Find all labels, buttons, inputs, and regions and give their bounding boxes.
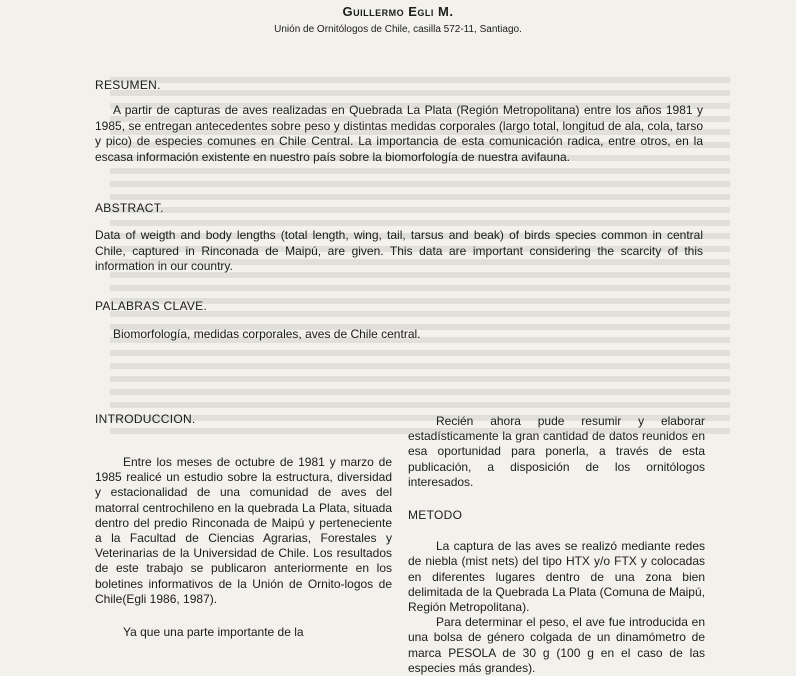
introduccion-heading: INTRODUCCION.: [95, 412, 196, 426]
right-paragraph-1: Recién ahora pude resumir y elaborar estadísticamente la gran cantidad de datos reunidos en esa oportunidad para ponerla, a través de esta publicación, a disposición de los ornitólogos interesados.: [408, 414, 705, 489]
abstract-heading: ABSTRACT.: [95, 201, 164, 215]
palabras-clave-heading: PALABRAS CLAVE.: [95, 299, 208, 313]
palabras-clave-text: Biomorfología, medidas corporales, aves de Chile central.: [113, 327, 421, 341]
right-column: [408, 414, 705, 676]
left-column: [95, 455, 392, 640]
intro-paragraph-1: Entre los meses de octubre de 1981 y marzo de 1985 realicé un estudio sobre la estructura, diversidad y estacionalidad de una comunidad de aves del matorral centrochileno en la quebrada La Plata, situada dentro del predio Rinconada de Maipú y perteneciente a la Facultad de Ciencias Agrarias, Forestales y Veterinarias de la Universidad de Chile. Los resultados de este trabajo se publicaron anteriormente en los boletines informativos de la Unión de Ornito-logos de Chile(Egli 1986, 1987).: [95, 455, 392, 606]
abstract-text: Data of weigth and body lengths (total length, wing, tail, tarsus and beak) of birds species common in central Chile, captured in Rinconada de Maipú, are given. This data are important considering the scarcity of this information in our country.: [95, 228, 703, 274]
metodo-paragraph-2: Para determinar el peso, el ave fue introducida en una bolsa de género colgada de un dinamómetro de marca PESOLA de 30 g (100 g en el caso de las especies más grandes).: [408, 615, 705, 675]
metodo-paragraph-1: La captura de las aves se realizó mediante redes de niebla (mist nets) del tipo HTX y/o FTX y colocadas en diferentes lugares dentro de una zona bien delimitada de la Quebrada La Plata (Comuna de Maipú, Región Metropolitana).: [408, 539, 705, 615]
intro-paragraph-2: Ya que una parte importante de la: [123, 625, 304, 640]
resumen-heading: RESUMEN.: [95, 78, 161, 92]
resumen-text: A partir de capturas de aves realizadas en Quebrada La Plata (Región Metropolitana) entre los años 1981 y 1985, se entregan antecedentes sobre peso y distintas medidas corporales (largo total, longitud de ala, cola, tarso y pico) de especies comunes en Chile Central. La importancia de esta comunicación radica, entre otros, en la escasa información existente en nuestro país sobre la biomorfología de nuestra avifauna.: [95, 103, 703, 164]
author-affiliation: Unión de Ornitólogos de Chile, casilla 572-11, Santiago.: [274, 24, 522, 35]
author-name: Guillermo Egli M.: [342, 4, 454, 19]
metodo-heading: METODO: [408, 508, 463, 523]
